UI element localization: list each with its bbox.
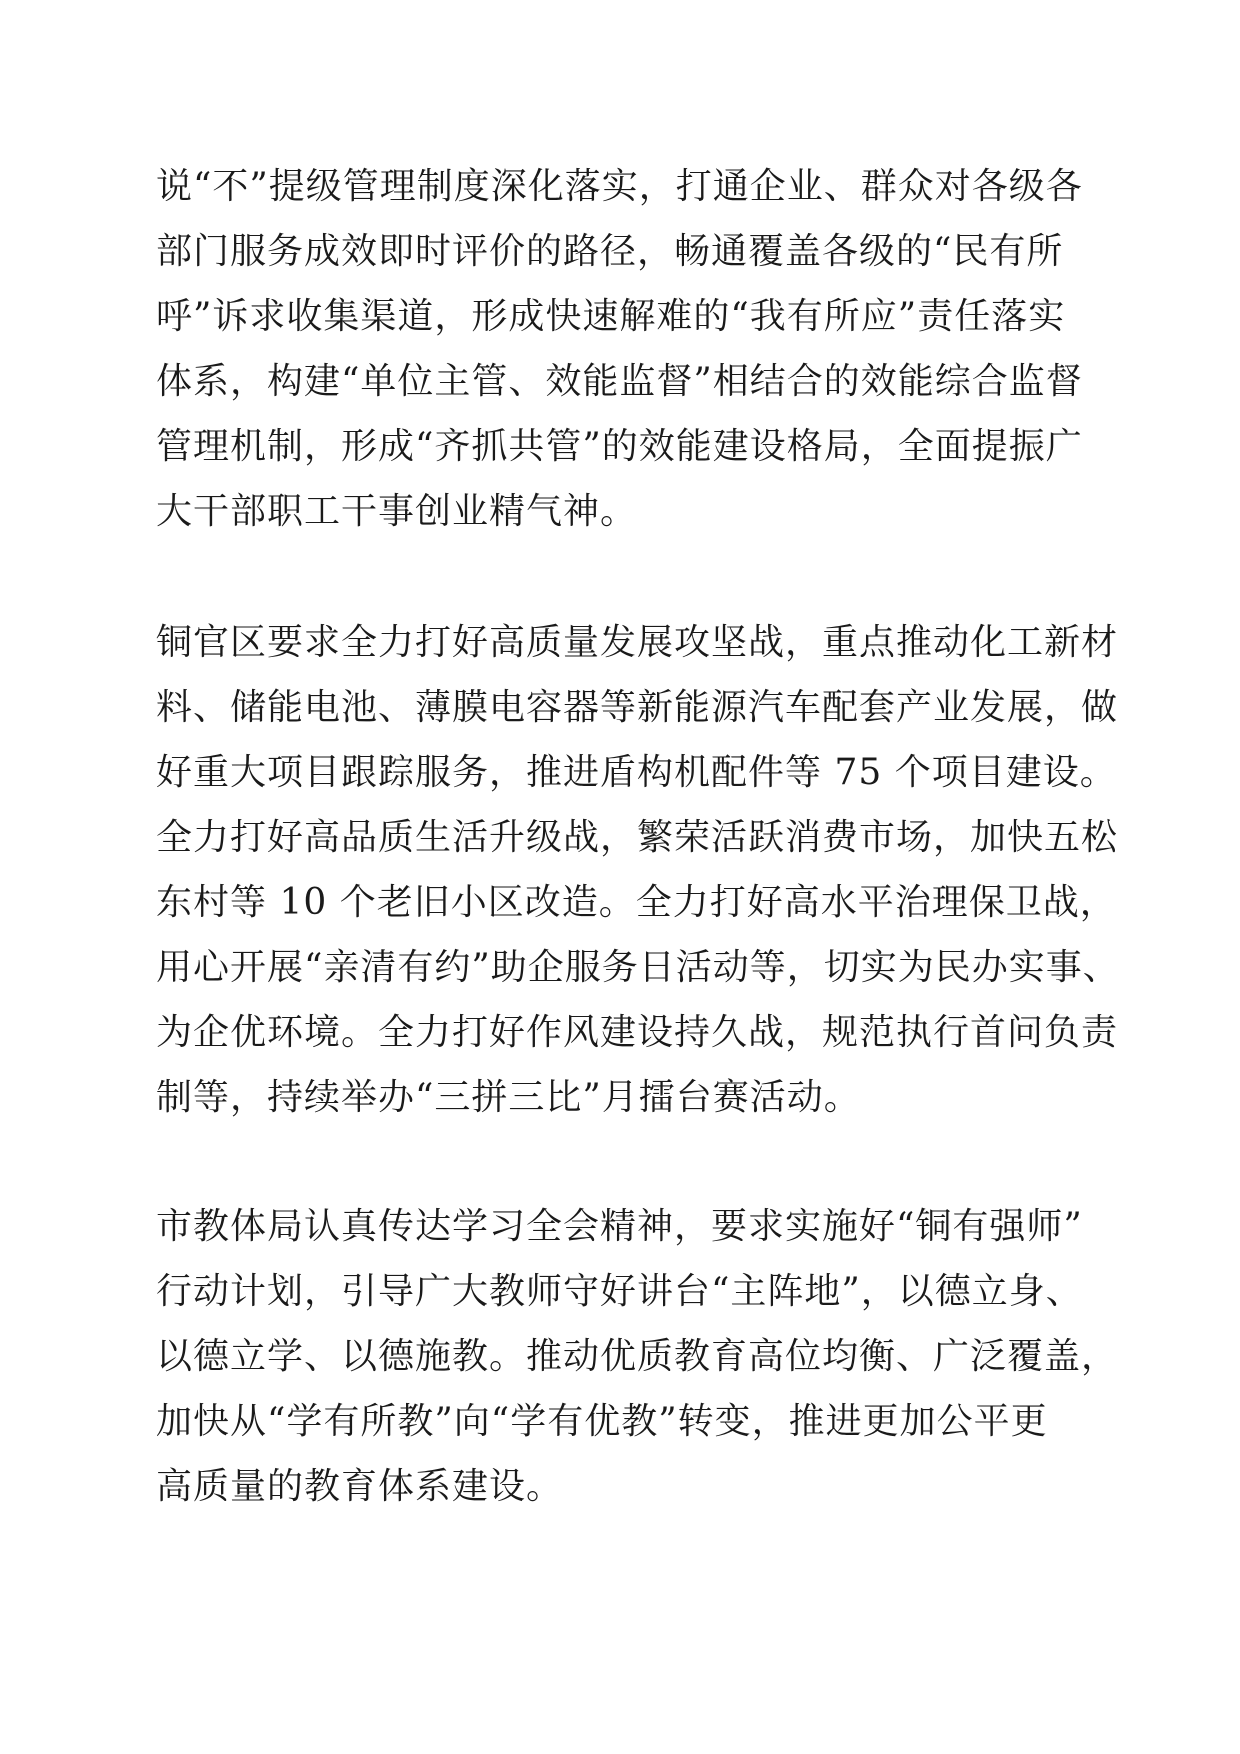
- text-line: 高质量的教育体系建设。: [156, 1466, 564, 1507]
- text-line: 呼”诉求收集渠道，形成快速解难的“我有所应”责任落实: [156, 296, 1066, 337]
- text-line: 制等，持续举办“三拼三比”月擂台赛活动。: [156, 1077, 861, 1118]
- paragraph-efficiency-supervision: [156, 154, 1116, 544]
- text-line: 为企优环境。全力打好作风建设持久战，规范执行首问负责: [156, 1012, 1119, 1053]
- text-line: 加快从“学有所教”向“学有优教”转变，推进更加公平更: [156, 1401, 1048, 1442]
- text-line: 部门服务成效即时评价的路径，畅通覆盖各级的“民有所: [156, 231, 1064, 272]
- text-line: 行动计划，引导广大教师守好讲台“主阵地”，以德立身、: [156, 1271, 1083, 1312]
- text-line: 铜官区要求全力打好高质量发展攻坚战，重点推动化工新材: [156, 622, 1119, 663]
- paragraph-tongguan-district: [156, 610, 1120, 1130]
- text-line: 料、储能电池、薄膜电容器等新能源汽车配套产业发展，做: [156, 687, 1119, 728]
- text-line: 管理机制，形成“齐抓共管”的效能建设格局，全面提振广: [156, 426, 1083, 467]
- text-line: 全力打好高品质生活升级战，繁荣活跃消费市场，加快五松: [156, 817, 1119, 858]
- text-line: 用心开展“亲清有约”助企服务日活动等，切实为民办实事、: [156, 947, 1120, 988]
- text-line: 东村等 10 个老旧小区改造。全力打好高水平治理保卫战，: [156, 882, 1117, 923]
- paragraph-education-bureau: [156, 1194, 1119, 1519]
- text-line: 好重大项目跟踪服务，推进盾构机配件等 75 个项目建设。: [156, 752, 1117, 793]
- text-line: 市教体局认真传达学习全会精神，要求实施好“铜有强师”: [156, 1206, 1083, 1247]
- text-line: 说“不”提级管理制度深化落实，打通企业、群众对各级各: [156, 166, 1083, 207]
- text-line: 大干部职工干事创业精气神。: [156, 491, 638, 532]
- text-line: 体系，构建“单位主管、效能监督”相结合的效能综合监督: [156, 361, 1083, 402]
- text-line: 以德立学、以德施教。推动优质教育高位均衡、广泛覆盖，: [156, 1336, 1119, 1377]
